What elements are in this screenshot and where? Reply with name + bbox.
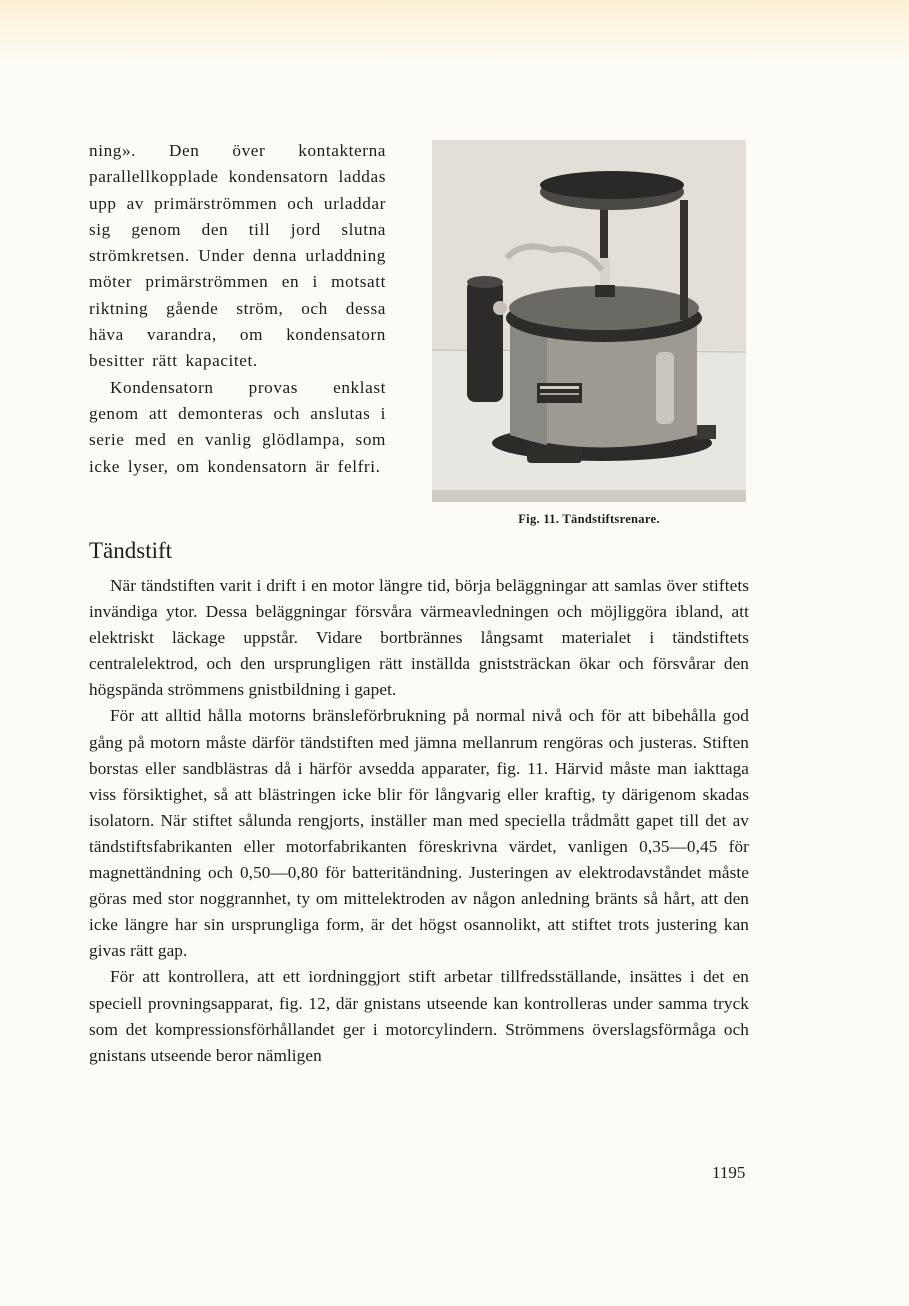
page-number: 1195 (712, 1163, 746, 1182)
page-edge-tint (0, 0, 909, 60)
paragraph: För att alltid hålla motorns bränsleförbrukning på normal nivå och för att bibehålla god gång på motorn måste därför tändstiften med jämna mellanrum rengöras och justeras. Stiften borstas eller sandblästras då i härför avsedda apparater, fig. 11. Härvid måste man iakttaga viss försiktighet, så att blästringen icke blir för långvarig eller kraftig, ty därigenom skadas isolatorn. När stiftet sålunda rengjorts, inställer man med speciella trådmått gapet till det av tändstiftsfabrikanten eller motorfabrikanten föreskrivna värdet, vanligen 0,35—0,45 för magnettändning och 0,50—0,80 för batteritändning. Justeringen av elektrodavståndet måste göras med stor noggrannhet, ty om mittelektroden av någon anledning bränts så hårt, att den icke längre har sin ursprungliga form, är det högst osannolikt, att stiftet trots justering kan givas rätt gap. (89, 706, 749, 961)
left-column-text (89, 138, 386, 480)
section-body (89, 573, 749, 1069)
spark-plug-cleaner-illustration (432, 140, 746, 502)
paragraph: ning». Den över kontakterna parallellkopplade kondensatorn laddas upp av primärströmmen och urladdar sig genom den till jord slutna strömkretsen. Under denna urladdning möter primärströmmen en i motsatt riktning gående ström, och dessa häva varandra, om kondensatorn besitter rätt kapacitet. (89, 141, 386, 371)
figure-caption: Fig. 11. Tändstiftsrenare. (518, 512, 660, 526)
section-heading: Tändstift (89, 538, 173, 563)
paragraph: Kondensatorn provas enklast genom att demonteras och anslutas i serie med en vanlig glödlampa, som icke lyser, om kondensatorn är felfri. (89, 377, 386, 476)
figure-photo (432, 140, 746, 502)
paragraph: När tändstiften varit i drift i en motor längre tid, börja beläggningar att samlas över stiftets invändiga ytor. Dessa beläggningar försvåra värmeavledningen och möjliggöra ibland, att elektriskt läckage uppstår. Vidare bortbrännes långsamt materialet i tändstiftets centralelektrod, och den ursprungligen rätt inställda gniststräckan ökar och försvårar den högspända strömmens gnistbildning i gapet. (89, 576, 749, 700)
paragraph: För att kontrollera, att ett iordninggjort stift arbetar tillfredsställande, insättes i det en speciell provningsapparat, fig. 12, där gnistans utseende kan kontrolleras under samma tryck som det kompressionsförhållandet ger i motorcylindern. Strömmens överslagsförmåga och gnistans utseende beror nämligen (89, 967, 749, 1065)
